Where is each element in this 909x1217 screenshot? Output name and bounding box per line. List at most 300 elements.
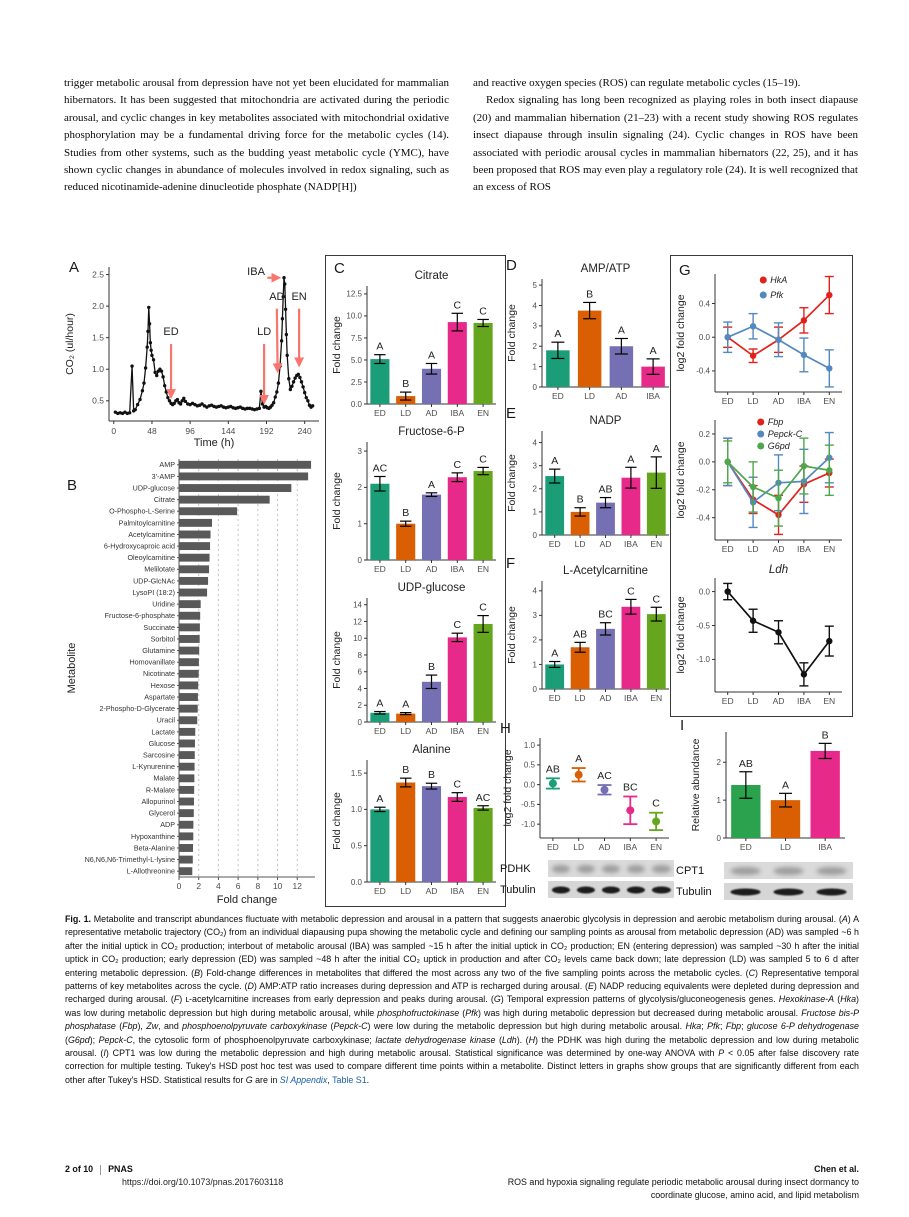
svg-text:A: A xyxy=(781,779,790,792)
page-number: 2 of 10 xyxy=(65,1164,94,1174)
blot-band xyxy=(652,886,670,893)
svg-text:AB: AB xyxy=(545,763,560,776)
svg-text:Uridine: Uridine xyxy=(152,599,175,609)
blot-band xyxy=(773,867,804,875)
svg-text:UDP-glucose: UDP-glucose xyxy=(132,483,175,493)
svg-text:AD: AD xyxy=(425,726,438,736)
svg-text:G6pd: G6pd xyxy=(767,441,790,451)
svg-text:ED: ED xyxy=(373,726,386,736)
svg-text:UDP-glucose: UDP-glucose xyxy=(397,582,466,594)
svg-text:AC: AC xyxy=(597,770,612,783)
svg-text:-1.0: -1.0 xyxy=(521,819,535,829)
svg-text:LD: LD xyxy=(400,726,412,736)
svg-text:1: 1 xyxy=(532,507,537,517)
svg-text:2: 2 xyxy=(532,635,537,645)
svg-text:4: 4 xyxy=(216,881,221,891)
svg-text:Sorbitol: Sorbitol xyxy=(150,634,175,644)
panel-e-label: E xyxy=(506,405,517,422)
svg-text:A: A xyxy=(617,324,625,337)
paragraph: trigger metabolic arousal from depression have not yet been elucidated for mammalian hibernators. It has been suggested that mitochondria are activated during the periodic arousal, and cyclic changes in key metabolites associated with mitochondrial oxidative phosphorylation may be a fundamental driving force for the metabolic cycles (14). Studies from other systems, such as the budding yeast metabolic cycle (YMC), have shown cyclic changes in abundance of molecules involved in redox signaling, such as reduced nicotinamide-adenine dinucleotide phosphate (NADP[H]) xyxy=(64,77,449,194)
blot-band xyxy=(730,888,761,895)
svg-text:EN: EN xyxy=(823,544,836,554)
svg-text:1: 1 xyxy=(532,362,537,372)
svg-text:0.0: 0.0 xyxy=(698,587,710,597)
svg-text:4: 4 xyxy=(357,684,362,694)
svg-text:0.0: 0.0 xyxy=(698,333,710,343)
svg-text:IBA: IBA xyxy=(818,842,833,852)
svg-text:A: A xyxy=(649,344,657,357)
body-text xyxy=(64,75,858,197)
svg-text:A: A xyxy=(627,453,635,466)
svg-text:EN: EN xyxy=(650,539,663,549)
panel-a-label: A xyxy=(69,259,80,276)
svg-text:Ldh: Ldh xyxy=(768,564,789,576)
amp-atp-chart xyxy=(506,261,674,407)
svg-text:3: 3 xyxy=(357,446,362,456)
svg-text:LD: LD xyxy=(574,693,586,703)
svg-text:C: C xyxy=(453,458,462,471)
svg-text:Hypoxanthine: Hypoxanthine xyxy=(131,831,175,841)
svg-text:0: 0 xyxy=(532,684,537,694)
figure-caption: Fig. 1. Metabolite and transcript abundances fluctuate with metabolic depression and arousal in a pattern that suggests anaerobic glycolysis in depression and aerobic metabolism during arousal. (A) A representative metabolic trajectory (CO₂) from an individual diapausing pupa showing the metabolic cycle and defining our sampling points as arousal from metabolic depression (AD) was sampled ~6 h after the initial uptick in CO₂ production; interbout of metabolic arousal (IBA) was sampled ~15 h after the initial uptick in CO₂ production; EN (entering depression) was sampled ~30 h after the initial uptick in CO₂ production; early depression (ED) was sampled ~48 h after the initial CO₂ uptick in production and after CO₂ levels came back down; late depression (LD) was sampled 5 to 6 d after entering metabolic depression. (B) Fold-change differences in metabolites that differed the most across any two of the five sampling points across the metabolic cycles. (C) Representative temporal patterns of key metabolites across the cycle. (D) AMP:ATP ratio increases during depression and ATP is recharged during arousal. (E) NADP reducing equivalents were depleted during depression and recharged during arousal. (F) ʟ-acetylcarnitine increases from early depression and peaks during arousal. (G) Temporal expression patterns of glycolysis/gluconeogenesis genes. Hexokinase-A (Hka) was low during metabolic depression but high during metabolic arousal, while phosphofructokinase (Pfk) was high during metabolic depression but decreased during metabolic arousal. Fructose bis-P phosphatase (Fbp), Zw, and phosphoenolpyruvate carboxykinase (Pepck-C) were low during the metabolic depression but high during metabolic arousal. Hka; Pfk; Fbp; glucose 6-P dehydrogenase (G6pd); Pepck-C, the cytosolic form of phosphoenolpyruvate carboxykinase; lactate dehydrogenase kinase (Ldh). (H) the PDHK was high during the metabolic depression and low during metabolic arousal. (I) CPT1 was low during the metabolic depression and high during metabolic arousal. Statistical significance was determined by one-way ANOVA with P < 0.05 after false discovery rate correction for multiple testing. Tukey's HSD post hoc test was used to compare different time points within a metabolite. Distinct letters in graphs show groups that are significantly different from each other after Tukey's HSD. Statistical results for G are in SI Appendix, Table S1. xyxy=(65,914,860,1085)
blot-band xyxy=(577,886,595,893)
svg-text:240: 240 xyxy=(297,426,312,436)
acetylcarnitine-chart xyxy=(506,563,674,709)
svg-text:4: 4 xyxy=(532,586,537,596)
udp-glucose-chart xyxy=(331,580,501,742)
paragraph: and reactive oxygen species (ROS) can regulate metabolic cycles (15–19). xyxy=(473,77,801,89)
svg-text:ADP: ADP xyxy=(160,820,175,830)
svg-text:1.0: 1.0 xyxy=(523,740,535,750)
svg-text:UDP-GlcNAc: UDP-GlcNAc xyxy=(133,576,175,586)
svg-text:2: 2 xyxy=(716,758,721,768)
svg-text:LD: LD xyxy=(574,539,586,549)
svg-text:IBA: IBA xyxy=(646,391,660,401)
svg-text:L-Acetylcarnitine: L-Acetylcarnitine xyxy=(562,565,649,577)
svg-text:A: A xyxy=(402,698,410,711)
svg-text:Citrate: Citrate xyxy=(153,495,175,505)
svg-text:96: 96 xyxy=(185,426,195,436)
svg-text:ED: ED xyxy=(551,391,564,401)
svg-text:C: C xyxy=(652,797,660,810)
svg-text:LD: LD xyxy=(400,408,412,418)
svg-text:IBA: IBA xyxy=(797,696,811,706)
svg-text:EN: EN xyxy=(477,886,490,896)
svg-text:2.0: 2.0 xyxy=(92,300,104,311)
svg-text:ED: ED xyxy=(373,564,386,574)
blot-band xyxy=(816,888,847,895)
svg-text:0: 0 xyxy=(716,833,721,843)
svg-text:B: B xyxy=(586,288,594,301)
svg-text:C: C xyxy=(453,299,462,312)
blot-row xyxy=(500,860,674,877)
svg-text:1.0: 1.0 xyxy=(92,364,104,375)
svg-text:3: 3 xyxy=(532,461,537,471)
blot-band xyxy=(602,865,620,873)
svg-text:Pepck-C: Pepck-C xyxy=(767,429,803,439)
svg-text:1: 1 xyxy=(716,795,721,805)
svg-text:Fbp: Fbp xyxy=(767,417,784,427)
panel-i xyxy=(676,715,853,910)
svg-text:48: 48 xyxy=(147,426,157,436)
svg-text:AD: AD xyxy=(772,544,785,554)
svg-text:LD: LD xyxy=(747,396,759,406)
blot-row xyxy=(676,862,853,879)
blot-band xyxy=(552,886,570,893)
nadp-chart xyxy=(506,413,674,555)
table-s1-link[interactable]: Table S1 xyxy=(332,1074,367,1085)
svg-text:Allopurinol: Allopurinol xyxy=(141,796,175,806)
svg-text:C: C xyxy=(453,619,462,632)
svg-text:1: 1 xyxy=(532,660,537,670)
svg-text:6: 6 xyxy=(235,881,241,891)
blot-image xyxy=(548,881,674,898)
svg-text:AC: AC xyxy=(475,791,491,804)
svg-text:A: A xyxy=(652,442,660,455)
svg-text:LysoPI (18:2): LysoPI (18:2) xyxy=(132,587,175,597)
svg-text:AB: AB xyxy=(598,483,613,496)
svg-text:Oleoylcarnitine: Oleoylcarnitine xyxy=(127,553,175,563)
svg-text:192: 192 xyxy=(259,426,274,436)
svg-text:1.0: 1.0 xyxy=(350,805,362,815)
footer-left xyxy=(65,1163,283,1202)
svg-text:log2 fold change: log2 fold change xyxy=(502,749,514,827)
svg-text:EN: EN xyxy=(650,693,663,703)
hka-pfk-chart xyxy=(675,266,850,412)
blot-row xyxy=(500,881,674,898)
blot-band xyxy=(730,867,761,875)
page-footer xyxy=(65,1163,859,1202)
svg-text:AB: AB xyxy=(573,628,588,641)
panel-g-label: G xyxy=(679,262,691,279)
svg-text:C: C xyxy=(479,601,487,614)
doi-link[interactable]: https://doi.org/10.1073/pnas.2017603118 xyxy=(122,1177,284,1187)
svg-text:14: 14 xyxy=(353,600,362,610)
svg-text:B: B xyxy=(402,507,410,520)
svg-text:10: 10 xyxy=(272,881,283,891)
svg-text:0: 0 xyxy=(111,426,117,436)
svg-text:0.0: 0.0 xyxy=(698,457,710,467)
svg-text:-0.2: -0.2 xyxy=(696,485,710,495)
panel-g xyxy=(670,255,853,717)
svg-text:N6,N6,N6-Trimethyl-L-lysine: N6,N6,N6-Trimethyl-L-lysine xyxy=(84,854,175,864)
svg-text:ED: ED xyxy=(373,408,386,418)
svg-text:IBA: IBA xyxy=(247,266,265,279)
svg-text:5: 5 xyxy=(532,280,537,290)
svg-text:6: 6 xyxy=(357,667,362,677)
svg-text:6-Hydroxycaproic acid: 6-Hydroxycaproic acid xyxy=(103,541,175,551)
blot-band xyxy=(816,867,847,875)
svg-text:IBA: IBA xyxy=(624,539,638,549)
svg-text:Fold change: Fold change xyxy=(506,454,518,512)
panel-c xyxy=(325,255,506,907)
svg-text:Fructose-6-phosphate: Fructose-6-phosphate xyxy=(104,611,175,621)
svg-text:Uracil: Uracil xyxy=(156,715,175,725)
svg-text:ED: ED xyxy=(721,396,734,406)
svg-text:C: C xyxy=(453,778,462,791)
svg-text:A: A xyxy=(376,697,384,710)
svg-text:AC: AC xyxy=(372,462,388,475)
metabolite-foldchange-chart xyxy=(63,453,325,909)
svg-text:-1.0: -1.0 xyxy=(696,655,710,665)
svg-text:ED: ED xyxy=(548,539,561,549)
svg-text:Glutamine: Glutamine xyxy=(142,645,175,655)
svg-text:ED: ED xyxy=(163,326,179,339)
svg-text:Lactate: Lactate xyxy=(151,727,175,737)
svg-text:HkA: HkA xyxy=(770,275,788,285)
svg-text:ED: ED xyxy=(721,544,734,554)
svg-text:LD: LD xyxy=(400,564,412,574)
svg-text:IBA: IBA xyxy=(450,564,465,574)
svg-text:8: 8 xyxy=(357,650,362,660)
journal-name: PNAS xyxy=(108,1164,133,1174)
svg-text:AD: AD xyxy=(615,391,628,401)
blot-label: Tubulin xyxy=(676,885,712,898)
authors: Chen et al. xyxy=(814,1164,859,1174)
text-column-right xyxy=(473,75,858,197)
svg-text:10.0: 10.0 xyxy=(346,311,362,321)
svg-text:C: C xyxy=(627,585,635,598)
svg-text:0.0: 0.0 xyxy=(350,399,362,409)
svg-text:1: 1 xyxy=(357,519,362,529)
article-title-line2: coordinate glucose, amino acid, and lipid metabolism xyxy=(650,1190,859,1200)
svg-text:EN: EN xyxy=(823,396,836,406)
svg-text:EN: EN xyxy=(477,564,490,574)
svg-text:144: 144 xyxy=(221,426,236,436)
svg-text:NADP: NADP xyxy=(589,415,622,427)
svg-text:B: B xyxy=(402,378,410,391)
svg-text:10: 10 xyxy=(353,634,362,644)
svg-text:Fold change: Fold change xyxy=(331,472,343,530)
text-column-left xyxy=(64,75,449,197)
svg-text:Fold change: Fold change xyxy=(506,606,518,664)
svg-text:AMP: AMP xyxy=(159,460,175,470)
svg-text:B: B xyxy=(402,764,410,777)
svg-text:Fold change: Fold change xyxy=(331,316,343,374)
svg-text:A: A xyxy=(376,793,384,806)
svg-text:-0.4: -0.4 xyxy=(696,513,710,523)
svg-text:2: 2 xyxy=(357,701,362,711)
svg-text:ED: ED xyxy=(721,696,734,706)
blot-label: Tubulin xyxy=(500,883,536,896)
paragraph: Redox signaling has long been recognized as playing roles in both insect diapause (20) and mammalian hibernation (21–23) with a recent study showing ROS regulates insect diapause through insulin signaling (24). Cyclic changes in ROS have been associated with periodic arousal cycles in mammalian hibernators (22, 25), and it has been proposed that ROS may even play a regulatory role (24). It is well recognized that an excess of ROS xyxy=(473,94,858,194)
blot-image xyxy=(724,862,853,879)
svg-text:C: C xyxy=(479,305,487,318)
blot-band xyxy=(652,865,670,873)
svg-text:C: C xyxy=(479,453,487,466)
svg-text:BC: BC xyxy=(623,781,638,794)
svg-text:IBA: IBA xyxy=(797,396,811,406)
svg-text:B: B xyxy=(576,493,584,506)
si-appendix-link[interactable]: SI Appendix xyxy=(279,1074,328,1085)
svg-text:AD: AD xyxy=(772,396,785,406)
svg-text:2.5: 2.5 xyxy=(92,269,104,280)
svg-text:LD: LD xyxy=(400,886,412,896)
svg-text:EN: EN xyxy=(650,842,663,852)
svg-text:7.5: 7.5 xyxy=(350,333,362,343)
svg-text:Alanine: Alanine xyxy=(412,744,451,756)
svg-text:AD: AD xyxy=(425,886,438,896)
svg-text:AD: AD xyxy=(599,693,612,703)
blot-image xyxy=(724,883,853,900)
svg-text:log2 fold change: log2 fold change xyxy=(675,441,687,519)
svg-text:L-Allothreonine: L-Allothreonine xyxy=(126,866,175,876)
svg-text:0.5: 0.5 xyxy=(523,760,535,770)
svg-text:5.0: 5.0 xyxy=(350,355,362,365)
svg-text:A: A xyxy=(554,328,562,341)
svg-text:IBA: IBA xyxy=(624,693,638,703)
svg-text:LD: LD xyxy=(257,326,272,339)
svg-text:LD: LD xyxy=(780,842,791,852)
cpt1-abundance-chart xyxy=(690,720,850,858)
svg-text:Relative abundance: Relative abundance xyxy=(690,738,702,832)
svg-text:Fold change: Fold change xyxy=(331,631,343,689)
svg-text:Sarcosine: Sarcosine xyxy=(143,750,175,760)
pdhk-chart xyxy=(502,728,674,858)
svg-text:IBA: IBA xyxy=(623,842,638,852)
svg-text:BC: BC xyxy=(598,608,613,621)
svg-text:0.4: 0.4 xyxy=(698,299,710,309)
svg-text:Metabolite: Metabolite xyxy=(66,642,78,694)
svg-text:0: 0 xyxy=(176,881,182,891)
svg-text:Fold change: Fold change xyxy=(506,304,518,362)
svg-text:1.5: 1.5 xyxy=(92,332,104,343)
svg-text:A: A xyxy=(551,455,559,468)
svg-text:CO₂ (ul/hour): CO₂ (ul/hour) xyxy=(64,313,76,375)
svg-text:AD: AD xyxy=(599,539,612,549)
svg-text:A: A xyxy=(575,753,583,766)
svg-text:-0.4: -0.4 xyxy=(696,366,710,376)
svg-text:Fructose-6-P: Fructose-6-P xyxy=(398,426,465,438)
svg-text:ED: ED xyxy=(546,842,559,852)
blot-band xyxy=(627,865,645,873)
blot-band xyxy=(627,886,645,893)
blot-band xyxy=(577,865,595,873)
svg-text:AD: AD xyxy=(425,564,438,574)
svg-text:12.5: 12.5 xyxy=(346,289,362,299)
svg-text:O-Phospho-L-Serine: O-Phospho-L-Serine xyxy=(109,506,175,516)
svg-text:Homovanillate: Homovanillate xyxy=(129,657,175,667)
svg-text:EN: EN xyxy=(477,408,490,418)
svg-text:IBA: IBA xyxy=(450,408,465,418)
svg-text:0.0: 0.0 xyxy=(523,780,535,790)
alanine-chart xyxy=(331,742,501,902)
svg-text:0: 0 xyxy=(357,555,362,565)
svg-text:Aspartate: Aspartate xyxy=(144,692,175,702)
svg-text:LD: LD xyxy=(573,842,585,852)
svg-text:L-Kynurenine: L-Kynurenine xyxy=(132,762,175,772)
svg-text:Citrate: Citrate xyxy=(414,270,449,282)
svg-text:8: 8 xyxy=(255,881,261,891)
svg-text:B: B xyxy=(427,769,436,782)
svg-text:IBA: IBA xyxy=(450,886,465,896)
svg-text:A: A xyxy=(427,349,436,362)
panel-h-label: H xyxy=(500,720,511,737)
svg-text:AMP/ATP: AMP/ATP xyxy=(580,263,631,275)
svg-text:Time (h): Time (h) xyxy=(193,437,235,449)
svg-text:Malate: Malate xyxy=(153,773,175,783)
svg-text:AD: AD xyxy=(425,408,438,418)
svg-text:IBA: IBA xyxy=(450,726,465,736)
svg-text:log2 fold change: log2 fold change xyxy=(675,294,687,372)
svg-text:LD: LD xyxy=(747,544,759,554)
svg-text:Melilotate: Melilotate xyxy=(144,564,175,574)
fructose6p-chart xyxy=(331,424,501,580)
blot-label: PDHK xyxy=(500,862,531,875)
svg-text:A: A xyxy=(427,478,436,491)
blot-image xyxy=(548,860,674,877)
svg-text:Acetylcarnitine: Acetylcarnitine xyxy=(128,529,175,539)
svg-text:2: 2 xyxy=(532,484,537,494)
svg-text:Palmitoylcarnitine: Palmitoylcarnitine xyxy=(118,518,175,528)
svg-text:12: 12 xyxy=(353,617,362,627)
svg-text:3: 3 xyxy=(532,611,537,621)
panel-b-label: B xyxy=(67,477,78,494)
svg-text:A: A xyxy=(551,647,559,660)
svg-text:IBA: IBA xyxy=(797,544,811,554)
svg-text:EN: EN xyxy=(823,696,836,706)
svg-text:4: 4 xyxy=(532,301,537,311)
svg-text:B: B xyxy=(427,661,436,674)
blot-band xyxy=(773,888,804,895)
svg-text:EN: EN xyxy=(291,290,307,303)
panel-a xyxy=(63,255,325,451)
svg-text:-0.5: -0.5 xyxy=(521,800,535,810)
panel-f-label: F xyxy=(506,555,516,572)
svg-text:log2 fold change: log2 fold change xyxy=(675,596,687,674)
svg-text:AB: AB xyxy=(738,757,753,770)
svg-text:Fold change: Fold change xyxy=(216,894,278,906)
figure-1 xyxy=(63,255,859,910)
svg-text:Nicotinate: Nicotinate xyxy=(143,669,175,679)
svg-text:Hexose: Hexose xyxy=(150,680,175,690)
svg-text:Glucose: Glucose xyxy=(148,738,175,748)
blot-row xyxy=(676,883,853,900)
svg-text:EN: EN xyxy=(477,726,490,736)
svg-text:2: 2 xyxy=(357,483,362,493)
svg-text:0.5: 0.5 xyxy=(350,841,362,851)
blot-band xyxy=(552,865,570,873)
svg-text:2: 2 xyxy=(196,881,202,891)
svg-text:AD: AD xyxy=(269,290,285,303)
footer-right xyxy=(508,1163,859,1202)
panel-c-label: C xyxy=(334,260,345,277)
svg-text:0: 0 xyxy=(357,717,362,727)
svg-text:Succinate: Succinate xyxy=(143,622,175,632)
svg-text:A: A xyxy=(376,340,384,353)
svg-text:0.0: 0.0 xyxy=(350,877,362,887)
svg-text:ED: ED xyxy=(739,842,752,852)
svg-text:3'-AMP: 3'-AMP xyxy=(151,471,175,481)
panel-d-label: D xyxy=(506,257,517,274)
svg-text:12: 12 xyxy=(292,881,302,891)
svg-text:2: 2 xyxy=(532,342,537,352)
svg-text:ED: ED xyxy=(373,886,386,896)
fbp-pepck-g6pd-chart xyxy=(675,412,850,560)
panel-i-label: I xyxy=(680,717,685,734)
panel-b xyxy=(63,453,325,909)
svg-text:Pfk: Pfk xyxy=(770,290,784,300)
svg-text:Beta-Alanine: Beta-Alanine xyxy=(133,843,175,853)
citrate-chart xyxy=(331,268,501,424)
svg-text:AD: AD xyxy=(772,696,785,706)
svg-text:3: 3 xyxy=(532,321,537,331)
svg-text:2.5: 2.5 xyxy=(350,377,362,387)
cpt1-western-blots xyxy=(676,862,853,904)
blot-band xyxy=(602,886,620,893)
svg-text:0.5: 0.5 xyxy=(92,395,104,406)
svg-text:B: B xyxy=(821,729,829,742)
